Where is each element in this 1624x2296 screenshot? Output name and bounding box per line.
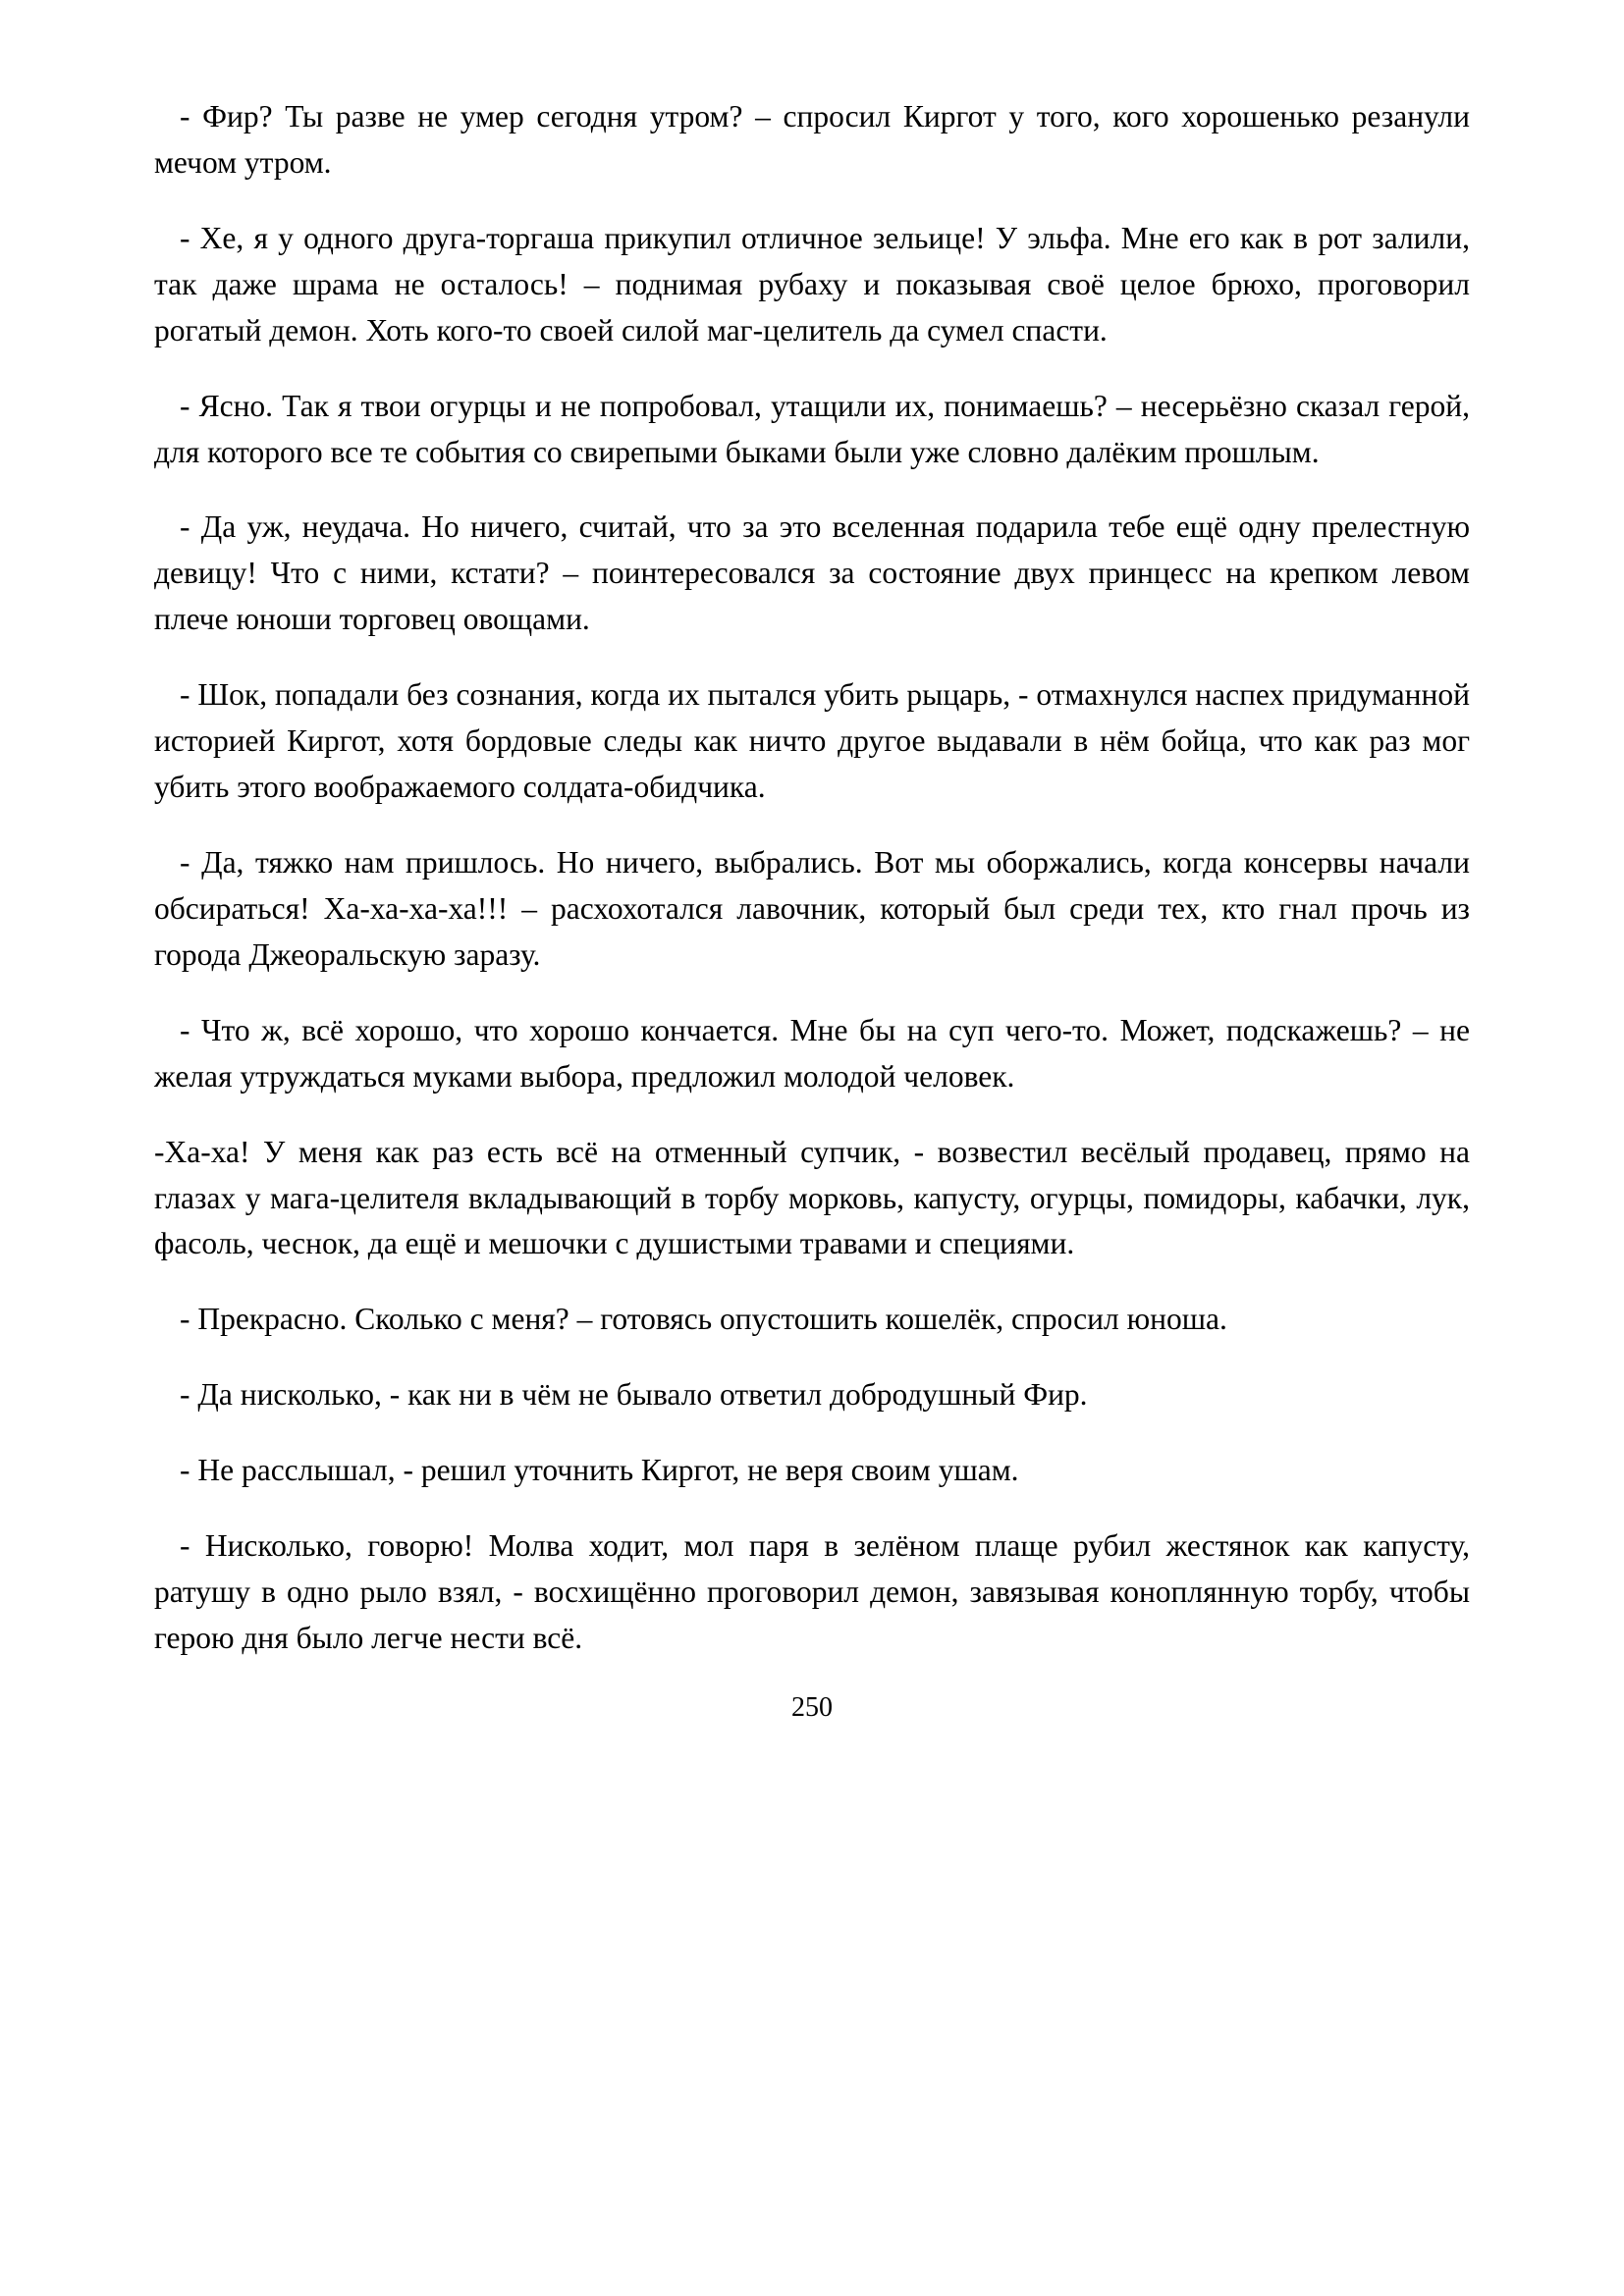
page-number: 250: [791, 1691, 833, 1723]
paragraph: - Да, тяжко нам пришлось. Но ничего, выбрались. Вот мы оборжались, когда консервы начали обсираться! Ха-ха-ха-ха!!! – расхохотался лавочник, который был среди тех, кто гнал прочь из города Джеоральскую заразу.: [154, 844, 1470, 972]
paragraph: - Прекрасно. Сколько с меня? – готовясь опустошить кошелёк, спросил юноша.: [180, 1302, 1227, 1337]
paragraph: - Да уж, неудача. Но ничего, считай, что за это вселенная подарила тебе ещё одну прелестную девицу! Что с ними, кстати? – поинтересовался за состояние двух принцесс на крепком левом плече юноши торговец овощами.: [154, 509, 1470, 637]
paragraph: - Хе, я у одного друга-торгаша прикупил отличное зельице! У эльфа. Мне его как в рот залили, так даже шрама не осталось! – поднимая рубаху и показывая своё целое брюхо, проговорил рогатый демон. Хоть кого-то своей силой маг-целитель да сумел спасти.: [154, 220, 1470, 347]
paragraph: - Что ж, всё хорошо, что хорошо кончается. Мне бы на суп чего-то. Может, подскажешь? – не желая утруждаться муками выбора, предложил молодой человек.: [154, 1012, 1470, 1094]
paragraph: - Да нисколько, - как ни в чём не бывало ответил добродушный Фир.: [180, 1377, 1088, 1413]
page-body: [154, 94, 1470, 1662]
paragraph: -Ха-ха! У меня как раз есть всё на отменный супчик, - возвестил весёлый продавец, прямо на глазах у мага-целителя вкладывающий в торбу морковь, капусту, огурцы, помидоры, кабачки, лук, фасоль, чеснок, да ещё и мешочки с душистыми травами и специями.: [154, 1134, 1470, 1261]
paragraph: - Фир? Ты разве не умер сегодня утром? – спросил Киргот у того, кого хорошенько резанули мечом утром.: [154, 99, 1470, 180]
paragraph: - Не расслышал, - решил уточнить Киргот, не веря своим ушам.: [180, 1453, 1019, 1488]
paragraph: - Шок, попадали без сознания, когда их пытался убить рыцарь, - отмахнулся наспех придуманной историей Киргот, хотя бордовые следы как ничто другое выдавали в нём бойца, что как раз мог убить этого воображаемого солдата-обидчика.: [154, 677, 1470, 805]
paragraph: - Ясно. Так я твои огурцы и не попробовал, утащили их, понимаешь? – несерьёзно сказал герой, для которого все те события со свирепыми быками были уже словно далёким прошлым.: [154, 388, 1470, 469]
paragraph: - Нисколько, говорю! Молва ходит, мол паря в зелёном плаще рубил жестянок как капусту, ратушу в одно рыло взял, - восхищённо проговорил демон, завязывая коноплянную торбу, чтобы герою дня было легче нести всё.: [154, 1528, 1470, 1655]
